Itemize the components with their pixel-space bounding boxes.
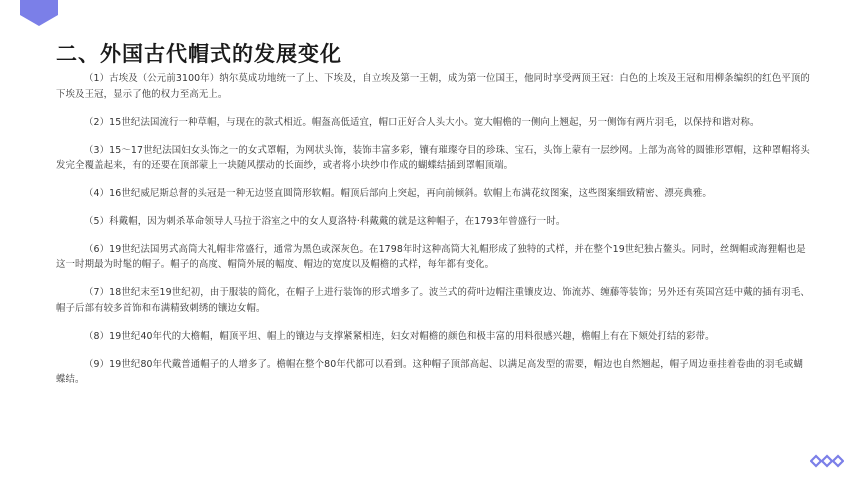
paragraph-8: （8）19世纪40年代的大檐帽，帽顶平坦、帽上的镶边与支撑紧紧相连，妇女对帽檐的颜色和极丰富的用料很感兴趣，檐帽上有在下颏处打结的彩带。 (84, 330, 715, 342)
paragraph-6: （6）19世纪法国男式高筒大礼帽非常盛行，通常为黑色或深灰色。在1798年时这种高筒大礼帽形成了独特的式样，并在整个19世纪独占鳌头。同时，丝绸帽或海狸帽也是这一时期最为时髦的帽子。帽子的高度、帽筒外展的幅度、帽边的宽度以及帽檐的式样，每年都有变化。 (56, 243, 806, 270)
diamond-chain-decoration (810, 454, 844, 468)
paragraph-1: （1）古埃及（公元前3100年）纳尔莫成功地统一了上、下埃及，自立埃及第一王朝，成为第一位国王，他同时享受两顶王冠：白色的上埃及王冠和用柳条编织的红色平顶的下埃及王冠，显示了他的权力至高无上。 (56, 73, 810, 100)
paragraph-9: （9）19世纪80年代戴普通帽子的人增多了。檐帽在整个80年代都可以看到。这种帽子顶部高起、以满足高发型的需要，帽边也自然翘起，帽子周边垂挂着卷曲的羽毛或蝴蝶结。 (56, 358, 804, 385)
content-body (56, 71, 812, 400)
corner-tab-decoration (20, 0, 58, 26)
paragraph-4: （4）16世纪威尼斯总督的头冠是一种无边竖直圆筒形软帽。帽顶后部向上突起，再向前倾斜。软帽上布满花纹图案，这些图案细致精密、漂亮典雅。 (84, 187, 712, 199)
page-title: 二、外国古代帽式的发展变化 (56, 42, 342, 66)
paragraph-7: （7）18世纪末至19世纪初，由于服装的简化，在帽子上进行装饰的形式增多了。波兰式的荷叶边帽注重镶皮边、饰流苏、缠藤等装饰；另外还有英国宫廷中戴的插有羽毛、帽子后部有较多首饰和布满精致刺绣的镶边女帽。 (56, 287, 810, 314)
paragraph-3: （3）15～17世纪法国妇女头饰之一的女式罩帽，为网状头饰，装饰丰富多彩，镶有璀璨夺目的珍珠、宝石，头饰上蒙有一层纱网。上部为高耸的圆锥形罩帽，这种罩帽将头发完全覆盖起来，有的还要在顶部蒙上一块随风摆动的长面纱，或者将小块纱巾作成的蝴蝶结插到罩帽顶端。 (56, 144, 810, 171)
paragraph-5: （5）科戴帽，因为刺杀革命领导人马拉于浴室之中的女人夏洛特·科戴戴的就是这种帽子，在1793年曾盛行一时。 (84, 215, 566, 227)
paragraph-2: （2）15世纪法国流行一种草帽，与现在的款式相近。帽盔高低适宜，帽口正好合人头大小。宽大帽檐的一侧向上翘起，另一侧饰有两片羽毛，以保持和谐对称。 (84, 116, 760, 128)
